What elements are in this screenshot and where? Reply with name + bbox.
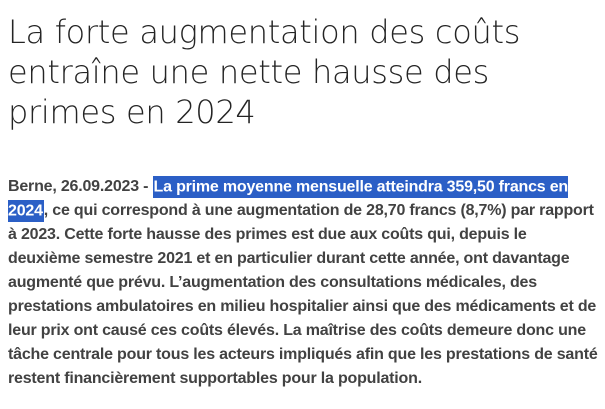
page-title: La forte augmentation des coûts entraîne une nette hausse des primes en 2024 xyxy=(8,13,521,131)
selected-text: La prime moyenne mensuelle atteindra 359,50 francs en 2024 xyxy=(8,176,568,222)
dateline-text: Berne, 26.09.2023 - xyxy=(8,178,153,195)
article-lead-paragraph xyxy=(8,175,601,391)
lead-body-text: , ce qui correspond à une augmentation de 28,70 francs (8,7%) par rapport à 2023. Cette forte hausse des primes est due aux coûts qui, depuis le deuxième semestre 2021 et en particulier durant cette année, ont davantage augmenté que prévu. L’augmentation des consultations médicales, des prestations ambulatoires en milieu hospitalier ainsi que des médicaments et de leur prix ont causé ces coûts élevés. La maîtrise des coûts demeure donc une tâche centrale pour tous les acteurs impliqués afin que les prestations de santé restent financièrement supportables pour la population. xyxy=(8,202,598,387)
